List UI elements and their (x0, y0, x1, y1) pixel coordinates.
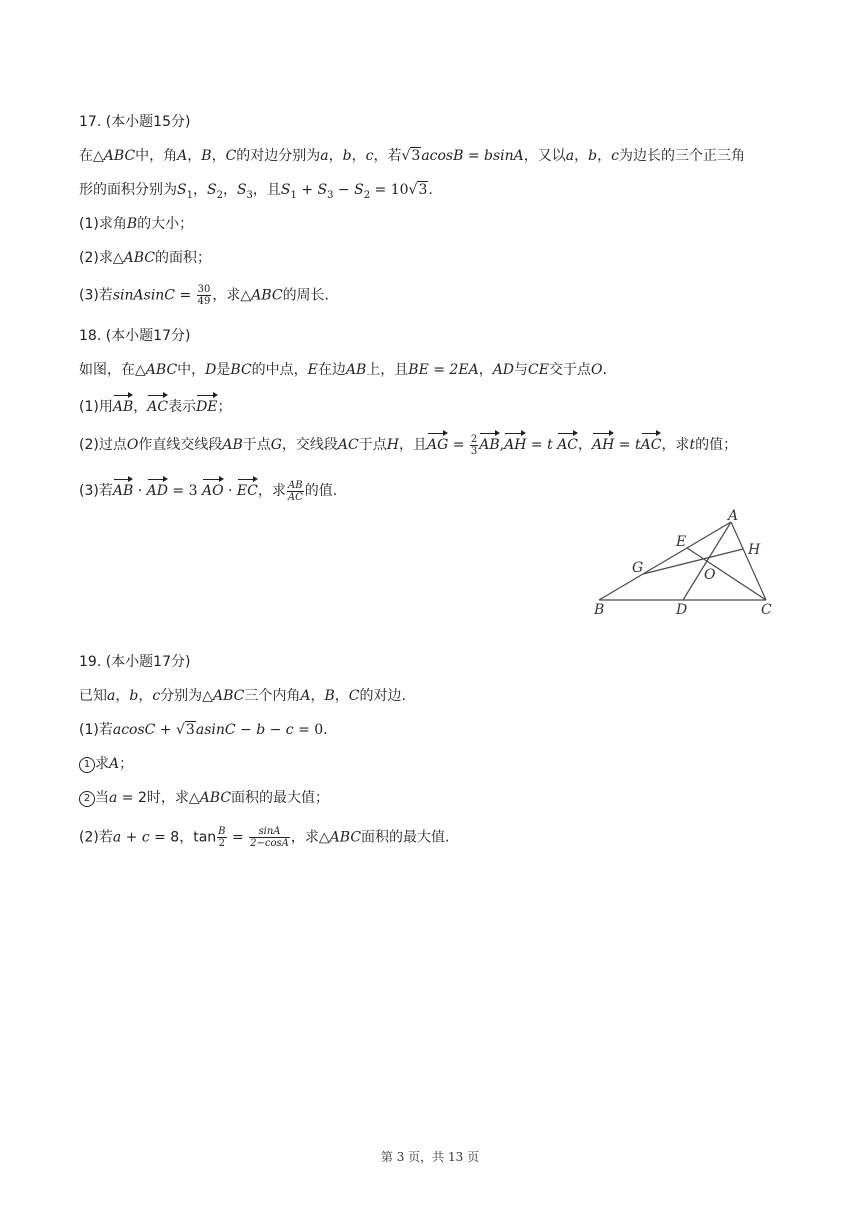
math: a (565, 148, 575, 164)
math: AB (222, 437, 243, 453)
math: ABC (103, 148, 136, 164)
label-a: A (728, 508, 739, 524)
page-footer: 第 3 页，共 13 页 (380, 1150, 480, 1164)
text: (3)若 (79, 483, 113, 499)
math: a (320, 148, 329, 164)
operator: = 0. (293, 722, 328, 738)
vector: AB (479, 432, 499, 455)
operator: = (227, 829, 249, 846)
text: ， (328, 148, 343, 164)
q18-sub3 (79, 478, 337, 503)
q17-sub2 (79, 248, 211, 268)
circled-number: 1 (79, 757, 95, 773)
label-d: D (676, 602, 688, 618)
numerator: sinA (249, 826, 290, 838)
vector: AO (202, 478, 224, 501)
text: = 8，tan (149, 829, 217, 846)
text: ， (310, 688, 325, 704)
vector: AC (641, 432, 662, 455)
q19-sub1-part1 (79, 754, 133, 774)
text: 在△ (79, 148, 104, 164)
vector: AC (557, 432, 578, 455)
math: acosB = bsinA (421, 148, 524, 164)
math: AC (337, 437, 359, 453)
fraction (197, 284, 212, 307)
label-b: B (594, 602, 605, 618)
text: 与 (514, 362, 529, 378)
subscript: 3 (327, 189, 334, 201)
text: ，求△ (290, 829, 330, 846)
label-h: H (748, 542, 761, 558)
text: ，若 (373, 148, 402, 164)
math: ABC (145, 362, 178, 378)
math: AB (345, 362, 367, 378)
math: asinC − b − c (195, 722, 294, 738)
text: 已知 (79, 688, 107, 704)
math: S (354, 182, 364, 198)
math: G (270, 437, 282, 453)
math: b (588, 148, 598, 164)
text: ， (222, 182, 237, 198)
text: 求 (95, 756, 109, 772)
vector: AD (147, 478, 168, 501)
math: A (177, 148, 188, 164)
text: ， (478, 362, 493, 378)
math: E (307, 362, 318, 378)
radicand: 3 (185, 722, 195, 738)
text: , (499, 437, 505, 453)
q19-statement (79, 686, 406, 706)
operator: − (333, 182, 355, 198)
text: 的值. (304, 483, 338, 499)
text: 的大小； (137, 216, 194, 232)
text: ， (133, 399, 148, 415)
q19-sub1 (79, 720, 328, 740)
operator: = (448, 437, 469, 453)
text: 的周长. (282, 287, 330, 304)
math: b (129, 688, 139, 704)
math: = t (526, 437, 558, 453)
text: ， (115, 688, 130, 704)
text: 分别为△ (160, 688, 213, 704)
text: 面积的最大值； (231, 790, 330, 806)
math: B (126, 216, 138, 232)
text: = 2时，求△ (117, 790, 200, 806)
text: 的对边. (359, 688, 406, 704)
text: 交于点 (548, 362, 591, 378)
numerator: 30 (197, 284, 211, 295)
math: ABC (199, 790, 232, 806)
vector: AH (504, 432, 526, 455)
fraction (249, 826, 290, 849)
math: a + c (112, 829, 150, 846)
math: A (300, 688, 311, 704)
math: S (280, 182, 291, 198)
text: ，交线段 (281, 437, 338, 453)
text: ， (351, 148, 366, 164)
label-e: E (676, 534, 687, 550)
math: O (126, 437, 139, 453)
text: ， (192, 182, 207, 198)
math: B (201, 148, 212, 164)
q17-sub1 (79, 214, 193, 234)
math: a (109, 790, 118, 806)
fraction (287, 480, 304, 503)
q19-header: 19. (本小题17分) (79, 654, 191, 670)
math: B (324, 688, 335, 704)
subscript: 2 (363, 189, 371, 201)
text: 的对边分别为 (236, 148, 321, 164)
text: 的中点， (251, 362, 308, 378)
operator: = 3 (167, 483, 202, 499)
math: BC (230, 362, 252, 378)
numerator: B (218, 826, 226, 837)
text: 于点 (242, 437, 271, 453)
label-o: O (704, 567, 716, 583)
circled-number: 2 (79, 791, 95, 807)
text: (1)用 (79, 399, 113, 415)
text: ，求△ (212, 287, 252, 304)
text: ， (597, 148, 612, 164)
text: (1)若 (79, 722, 113, 738)
operator: + (296, 182, 318, 198)
text: ， (138, 688, 153, 704)
math: c (365, 148, 374, 164)
text: . (428, 182, 433, 198)
vector: AB (113, 394, 133, 417)
sqrt-expression: √3 (401, 148, 421, 164)
text: 表示 (168, 399, 197, 415)
text: ，且 (252, 182, 281, 198)
radicand: 3 (418, 182, 428, 198)
math: S (177, 182, 187, 198)
math: c (611, 148, 619, 164)
text: (2)过点 (79, 437, 127, 453)
math: CE (528, 362, 549, 378)
text: (1)求角 (79, 216, 127, 232)
text: 为边长的三个正三角 (618, 148, 745, 164)
text: ； (119, 756, 134, 772)
math: acosC (112, 722, 156, 738)
text: ， (334, 688, 349, 704)
math: ABC (329, 829, 362, 846)
math: D (205, 362, 217, 378)
triangle-diagram (588, 504, 788, 624)
vector: AC (147, 394, 168, 417)
math: = t (614, 437, 641, 453)
numerator: AB (287, 479, 303, 491)
vector: AB (113, 478, 133, 501)
text: ； (217, 399, 232, 415)
text: 的值； (695, 437, 738, 453)
q18-sub2 (79, 432, 737, 457)
text: (2)若 (79, 829, 113, 846)
q19-sub2 (79, 826, 449, 849)
label-c: C (761, 602, 772, 618)
operator: + (155, 722, 176, 738)
subscript: 2 (216, 189, 223, 201)
text: ， (578, 437, 593, 453)
text: (3)若 (79, 287, 113, 304)
sqrt-expression: √3 (176, 722, 195, 738)
text: . (602, 362, 607, 378)
text: ，且 (398, 437, 427, 453)
math: A (109, 756, 120, 772)
radicand: 3 (411, 148, 421, 164)
text: 形的面积分别为 (79, 182, 177, 198)
vector: EC (237, 478, 258, 501)
math: S (236, 182, 247, 198)
text: 中，角 (135, 148, 178, 164)
text: 当 (95, 790, 109, 806)
triangle-figure (588, 504, 788, 628)
subscript: 1 (186, 189, 193, 201)
math: S (206, 182, 217, 198)
text: 上，且 (366, 362, 409, 378)
subscript: 3 (246, 189, 253, 201)
math: C (225, 148, 237, 164)
math: BE = 2EA (408, 362, 479, 378)
text: 作直线交线段 (138, 437, 223, 453)
vector: AH (592, 432, 614, 455)
operator: = 10 (370, 182, 409, 198)
text: 是 (216, 362, 231, 378)
denominator: 3 (470, 445, 478, 457)
q17-sub3 (79, 284, 329, 307)
fraction (470, 434, 478, 457)
text: 在边 (317, 362, 346, 378)
text: 面积的最大值. (361, 829, 450, 846)
text: (2)求△ (79, 250, 124, 266)
math: a (107, 688, 116, 704)
sqrt-expression: √3 (408, 182, 428, 198)
text: ， (187, 148, 202, 164)
math: ABC (123, 250, 155, 266)
denominator: AC (287, 491, 303, 503)
math: b (342, 148, 352, 164)
math: sinAsinC (112, 287, 176, 304)
denominator: 2−cosA (250, 838, 289, 849)
math: O (590, 362, 603, 378)
operator: · (223, 483, 237, 499)
q18-sub1 (79, 394, 232, 417)
text: 于点 (358, 437, 387, 453)
math: C (348, 688, 360, 704)
segment-gh (643, 549, 743, 574)
math: S (317, 182, 328, 198)
math: ABC (212, 688, 245, 704)
text: 三个内角 (244, 688, 301, 704)
text: 中， (177, 362, 206, 378)
math: t (689, 437, 696, 453)
numerator: 2 (470, 433, 478, 445)
q17-header: 17. (本小题15分) (79, 114, 191, 130)
text: ，又以 (523, 148, 566, 164)
q17-statement-line2 (79, 180, 433, 206)
denominator: 49 (197, 296, 211, 307)
text: 的面积； (154, 250, 211, 266)
text: ，求 (257, 483, 286, 499)
math: c (152, 688, 161, 704)
math: ABC (251, 287, 283, 304)
text: ，求 (661, 437, 690, 453)
q18-header: 18. (本小题17分) (79, 328, 191, 344)
vector: AG (427, 432, 448, 455)
text: ， (211, 148, 226, 164)
q19-sub1-part2 (79, 788, 329, 808)
vector: DE (196, 394, 217, 417)
segment-ba (599, 522, 731, 600)
text: 如图，在△ (79, 362, 146, 378)
fraction (217, 826, 226, 849)
operator: = (175, 287, 196, 304)
denominator: 2 (218, 838, 226, 849)
subscript: 1 (290, 189, 297, 201)
q18-statement (79, 360, 607, 380)
math: H (386, 437, 399, 453)
text: ， (574, 148, 589, 164)
math: AD (492, 362, 515, 378)
q17-statement-line1 (79, 146, 745, 166)
label-g: G (632, 560, 644, 576)
operator: · (133, 483, 147, 499)
